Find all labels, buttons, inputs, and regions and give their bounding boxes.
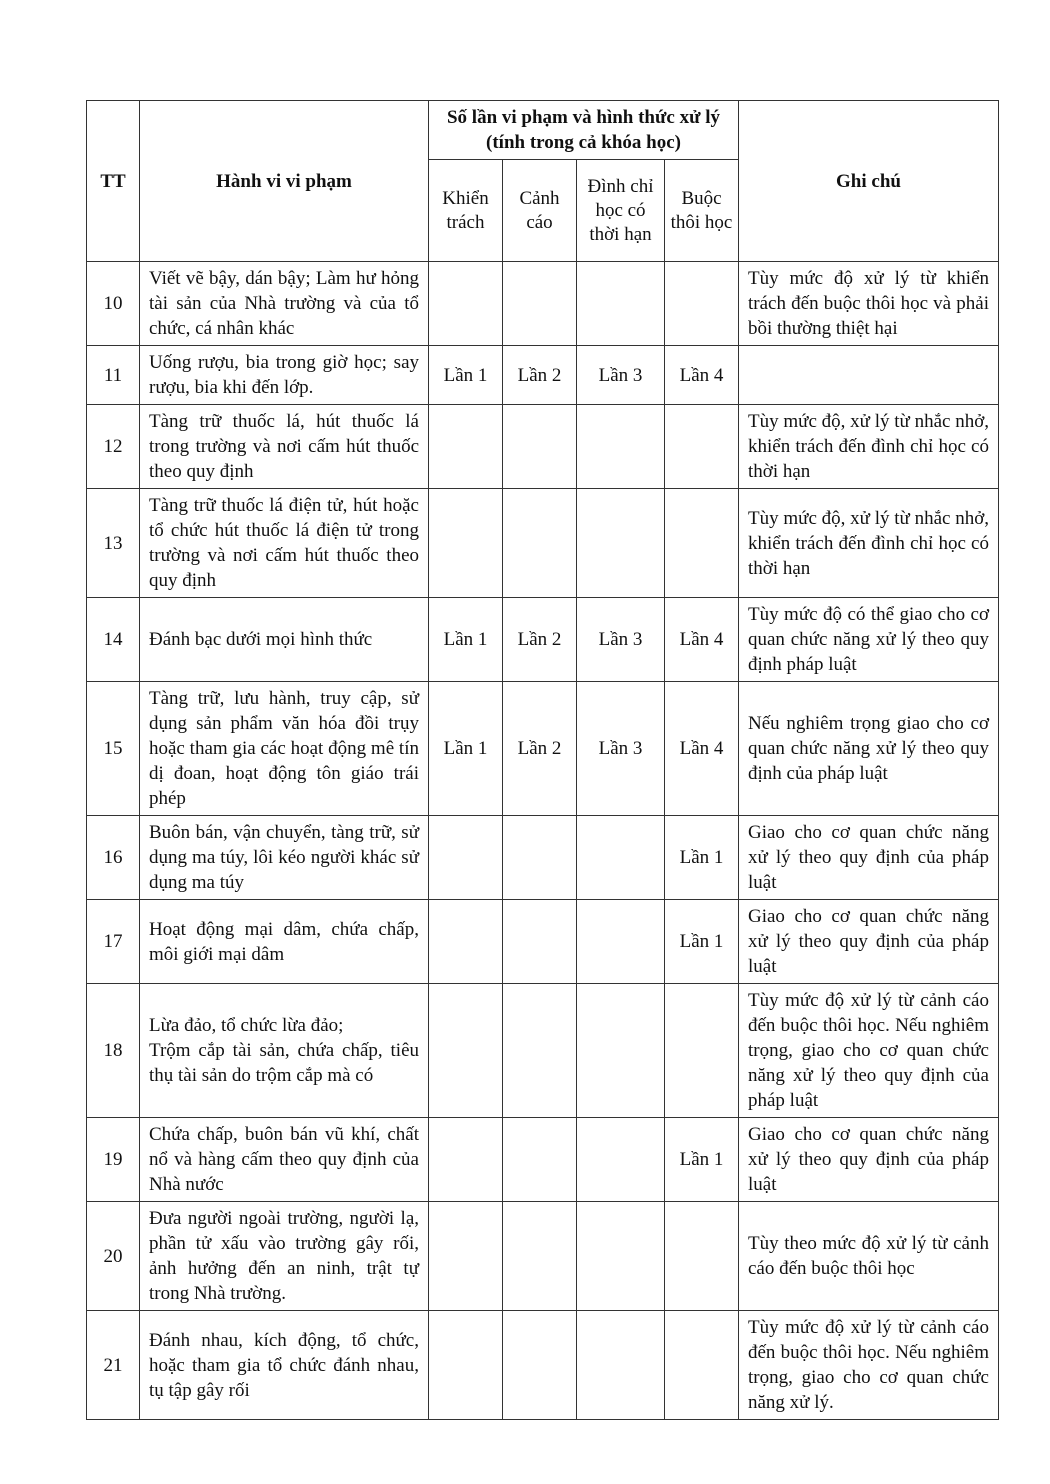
table-row	[87, 598, 999, 682]
suspension-cell	[577, 900, 665, 984]
reprimand-cell	[429, 984, 503, 1118]
row-number: 17	[87, 900, 140, 984]
note-text: Tùy theo mức độ xử lý từ cảnh cáo đến buộc thôi học	[739, 1202, 999, 1311]
warning-cell	[503, 984, 577, 1118]
note-text	[739, 346, 999, 405]
header-warning: Cảnh cáo	[503, 160, 577, 262]
warning-cell: Lần 2	[503, 346, 577, 405]
note-text: Tùy mức độ xử lý từ cảnh cáo đến buộc thôi học. Nếu nghiêm trọng, giao cho cơ quan chức năng xử lý theo quy định của pháp luật	[739, 984, 999, 1118]
reprimand-cell	[429, 1118, 503, 1202]
note-text: Tùy mức độ có thể giao cho cơ quan chức năng xử lý theo quy định pháp luật	[739, 598, 999, 682]
header-expulsion: Buộc thôi học	[665, 160, 739, 262]
reprimand-cell	[429, 405, 503, 489]
expulsion-cell: Lần 4	[665, 346, 739, 405]
violation-text: Đưa người ngoài trường, người lạ, phần tử xấu vào trường gây rối, ảnh hưởng đến an ninh, trật tự trong Nhà trường.	[140, 1202, 429, 1311]
suspension-cell: Lần 3	[577, 598, 665, 682]
expulsion-cell: Lần 1	[665, 816, 739, 900]
note-text: Nếu nghiêm trọng giao cho cơ quan chức năng xử lý theo quy định của pháp luật	[739, 682, 999, 816]
reprimand-cell	[429, 816, 503, 900]
table-row	[87, 489, 999, 598]
suspension-cell	[577, 489, 665, 598]
reprimand-cell	[429, 262, 503, 346]
header-penalty-group: Số lần vi phạm và hình thức xử lý (tính trong cả khóa học)	[429, 101, 739, 160]
row-number: 12	[87, 405, 140, 489]
reprimand-cell: Lần 1	[429, 346, 503, 405]
row-number: 15	[87, 682, 140, 816]
row-number: 21	[87, 1311, 140, 1420]
table-row	[87, 816, 999, 900]
header-violation: Hành vi vi phạm	[140, 101, 429, 262]
reprimand-cell	[429, 1311, 503, 1420]
table-row	[87, 405, 999, 489]
violation-text: Hoạt động mại dâm, chứa chấp, môi giới mại dâm	[140, 900, 429, 984]
violation-text: Tàng trữ thuốc lá, hút thuốc lá trong trường và nơi cấm hút thuốc theo quy định	[140, 405, 429, 489]
row-number: 14	[87, 598, 140, 682]
violation-line: Lừa đảo, tổ chức lừa đảo;	[149, 1015, 344, 1036]
row-number: 10	[87, 262, 140, 346]
table-row	[87, 1202, 999, 1311]
note-text: Tùy mức độ xử lý từ khiển trách đến buộc thôi học và phải bồi thường thiệt hại	[739, 262, 999, 346]
table-row	[87, 984, 999, 1118]
row-number: 19	[87, 1118, 140, 1202]
table-row	[87, 346, 999, 405]
note-text: Giao cho cơ quan chức năng xử lý theo quy định của pháp luật	[739, 816, 999, 900]
warning-cell: Lần 2	[503, 598, 577, 682]
violation-text: Chứa chấp, buôn bán vũ khí, chất nổ và hàng cấm theo quy định của Nhà nước	[140, 1118, 429, 1202]
warning-cell	[503, 1202, 577, 1311]
suspension-cell	[577, 1118, 665, 1202]
suspension-cell	[577, 405, 665, 489]
warning-cell	[503, 262, 577, 346]
table-row	[87, 900, 999, 984]
expulsion-cell	[665, 1311, 739, 1420]
warning-cell	[503, 489, 577, 598]
suspension-cell	[577, 1202, 665, 1311]
table-row	[87, 682, 999, 816]
reprimand-cell	[429, 900, 503, 984]
note-text: Tùy mức độ xử lý từ cảnh cáo đến buộc thôi học. Nếu nghiêm trọng, giao cho cơ quan chức năng xử lý.	[739, 1311, 999, 1420]
violation-text: Tàng trữ thuốc lá điện tử, hút hoặc tổ chức hút thuốc lá điện tử trong trường và nơi cấm hút thuốc theo quy định	[140, 489, 429, 598]
violation-text: Uống rượu, bia trong giờ học; say rượu, bia khi đến lớp.	[140, 346, 429, 405]
reprimand-cell	[429, 489, 503, 598]
suspension-cell	[577, 816, 665, 900]
row-number: 20	[87, 1202, 140, 1311]
row-number: 13	[87, 489, 140, 598]
warning-cell	[503, 900, 577, 984]
warning-cell	[503, 1311, 577, 1420]
expulsion-cell: Lần 4	[665, 598, 739, 682]
table-row	[87, 1311, 999, 1420]
violation-table	[86, 100, 999, 1420]
header-note: Ghi chú	[739, 101, 999, 262]
suspension-cell: Lần 3	[577, 682, 665, 816]
table-row	[87, 1118, 999, 1202]
reprimand-cell	[429, 1202, 503, 1311]
warning-cell	[503, 1118, 577, 1202]
expulsion-cell: Lần 4	[665, 682, 739, 816]
suspension-cell: Lần 3	[577, 346, 665, 405]
note-text: Giao cho cơ quan chức năng xử lý theo quy định của pháp luật	[739, 900, 999, 984]
reprimand-cell: Lần 1	[429, 682, 503, 816]
violation-text: Buôn bán, vận chuyển, tàng trữ, sử dụng ma túy, lôi kéo người khác sử dụng ma túy	[140, 816, 429, 900]
note-text: Tùy mức độ, xử lý từ nhắc nhở, khiển trách đến đình chỉ học có thời hạn	[739, 489, 999, 598]
table-row	[87, 262, 999, 346]
violation-text: Đánh nhau, kích động, tổ chức, hoặc tham gia tổ chức đánh nhau, tụ tập gây rối	[140, 1311, 429, 1420]
warning-cell: Lần 2	[503, 682, 577, 816]
violation-line: Trộm cắp tài sản, chứa chấp, tiêu thụ tài sản do trộm cắp mà có	[149, 1040, 419, 1086]
suspension-cell	[577, 984, 665, 1118]
expulsion-cell	[665, 1202, 739, 1311]
row-number: 11	[87, 346, 140, 405]
expulsion-cell	[665, 984, 739, 1118]
violation-text	[140, 984, 429, 1118]
warning-cell	[503, 405, 577, 489]
expulsion-cell	[665, 489, 739, 598]
header-suspension: Đình chỉ học có thời hạn	[577, 160, 665, 262]
expulsion-cell: Lần 1	[665, 900, 739, 984]
violation-rows	[87, 262, 999, 1420]
suspension-cell	[577, 1311, 665, 1420]
violation-text: Đánh bạc dưới mọi hình thức	[140, 598, 429, 682]
row-number: 16	[87, 816, 140, 900]
expulsion-cell: Lần 1	[665, 1118, 739, 1202]
expulsion-cell	[665, 262, 739, 346]
note-text: Giao cho cơ quan chức năng xử lý theo quy định của pháp luật	[739, 1118, 999, 1202]
header-reprimand: Khiển trách	[429, 160, 503, 262]
suspension-cell	[577, 262, 665, 346]
violation-text: Tàng trữ, lưu hành, truy cập, sử dụng sản phẩm văn hóa đồi trụy hoặc tham gia các hoạt động mê tín dị đoan, hoạt động tôn giáo trái phép	[140, 682, 429, 816]
row-number: 18	[87, 984, 140, 1118]
expulsion-cell	[665, 405, 739, 489]
header-tt: TT	[87, 101, 140, 262]
reprimand-cell: Lần 1	[429, 598, 503, 682]
violation-text: Viết vẽ bậy, dán bậy; Làm hư hỏng tài sản của Nhà trường và của tổ chức, cá nhân khác	[140, 262, 429, 346]
note-text: Tùy mức độ, xử lý từ nhắc nhở, khiển trách đến đình chỉ học có thời hạn	[739, 405, 999, 489]
warning-cell	[503, 816, 577, 900]
